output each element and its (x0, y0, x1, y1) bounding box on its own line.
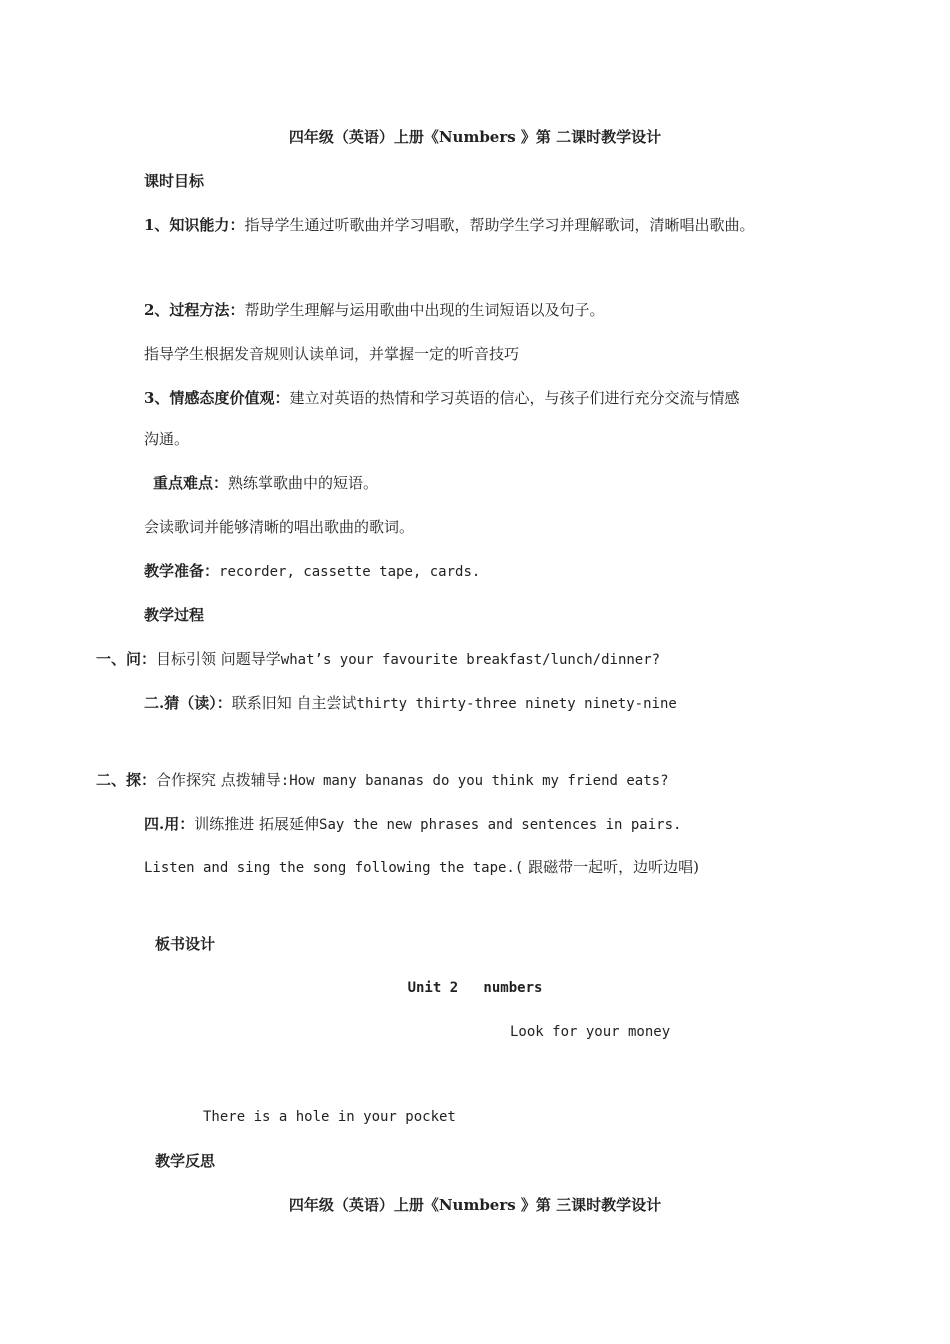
teaching-prep (144, 560, 480, 583)
step-apply-cn: 训练推进 拓展延伸 (194, 815, 320, 833)
step-explore-en: :How many bananas do you think my friend eats? (280, 773, 669, 789)
step-guess-label: 二.猜（读）： (144, 694, 232, 712)
step-guess-cn: 联系旧知 自主尝试 (231, 694, 357, 712)
step-apply-label: 四.用： (144, 815, 195, 833)
page-title: 四年级（英语）上册《Numbers 》第 二课时教学设计 (288, 128, 662, 146)
step-apply-continued-cn: 跟磁带一起听，边听边唱) (523, 858, 699, 876)
key-points-continued: 会读歌词并能够清晰的唱出歌曲的歌词。 (144, 518, 415, 536)
goals-heading: 课时目标 (144, 172, 205, 190)
reflection-heading: 教学反思 (155, 1152, 216, 1170)
goal-attitude-text: 建立对英语的热情和学习英语的信心，与孩子们进行充分交流与情感 (289, 389, 740, 407)
board-title: Unit 2 numbers (407, 980, 543, 996)
goal-knowledge-label: 1、知识能力： (144, 216, 245, 234)
goal-knowledge (144, 214, 754, 236)
key-points-text: 熟练掌歌曲中的短语。 (228, 474, 379, 492)
board-line-money: Look for your money (510, 1024, 671, 1040)
step-ask-cn: 目标引领 问题导学 (156, 650, 281, 668)
goal-attitude-continued: 沟通。 (144, 430, 190, 448)
key-points (153, 472, 378, 494)
next-lesson-title: 四年级（英语）上册《Numbers 》第 三课时教学设计 (288, 1196, 662, 1214)
step-apply-continued (144, 856, 699, 879)
board-line-pocket: There is a hole in your pocket (203, 1109, 456, 1125)
goal-process (144, 299, 604, 321)
step-ask-en: what’s your favourite breakfast/lunch/dinner? (280, 652, 661, 668)
step-explore-label: 二、探： (96, 771, 157, 789)
step-ask-label: 一、问： (96, 650, 157, 668)
step-explore (96, 769, 669, 792)
step-ask (96, 648, 660, 671)
goal-attitude (144, 387, 739, 409)
step-apply (144, 813, 681, 836)
step-apply-continued-en: Listen and sing the song following the tape.( (144, 860, 524, 876)
goal-process-continued: 指导学生根据发音规则认读单词，并掌握一定的听音技巧 (144, 345, 520, 363)
goal-process-text: 帮助学生理解与运用歌曲中出现的生词短语以及句子。 (244, 301, 605, 319)
step-explore-cn: 合作探究 点拨辅导 (156, 771, 281, 789)
teaching-prep-label: 教学准备： (144, 562, 220, 580)
teaching-prep-text: recorder, cassette tape, cards. (219, 564, 481, 580)
board-heading: 板书设计 (155, 935, 216, 953)
goal-process-label: 2、过程方法： (144, 301, 245, 319)
process-heading: 教学过程 (144, 606, 205, 624)
step-guess (144, 692, 677, 715)
step-apply-en: Say the new phrases and sentences in pairs. (319, 817, 682, 833)
key-points-label: 重点难点： (153, 474, 229, 492)
goal-knowledge-text: 指导学生通过听歌曲并学习唱歌，帮助学生学习并理解歌词，清晰唱出歌曲。 (244, 216, 755, 234)
goal-attitude-label: 3、情感态度价值观： (144, 389, 290, 407)
step-guess-en: thirty thirty-three ninety ninety-nine (356, 696, 677, 712)
